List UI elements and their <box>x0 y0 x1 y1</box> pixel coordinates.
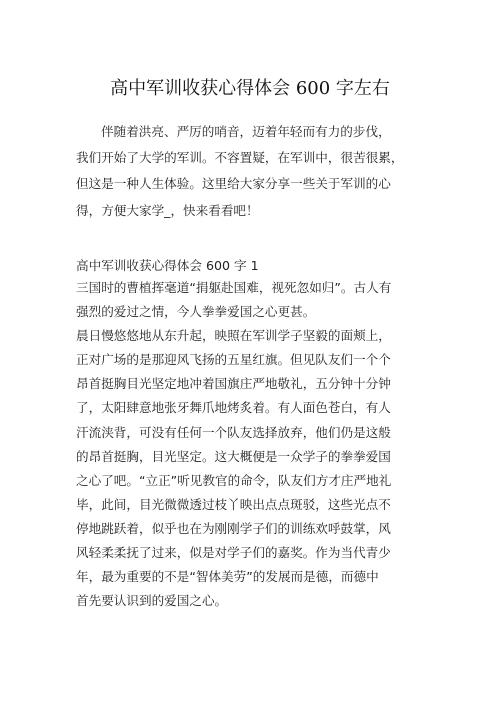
content-line: 昂首挺胸目光坚定地冲着国旗庄严地敬礼，五分钟十分钟 <box>76 376 391 392</box>
content-line: 汗流浃背，可没有任何一个队友选择放弃，他们仍是这般 <box>76 424 391 440</box>
content-line: 年，最为重要的不是“智体美劳”的发展而是德，而德中 <box>76 569 379 585</box>
document-title: 高中军训收获心得体会 600 字左右 <box>110 78 390 99</box>
section-title: 高中军训收获心得体会 600 字 1 <box>76 258 259 273</box>
intro-line: 我们开始了大学的军训。不容置疑，在军训中，很苦很累， <box>76 150 404 166</box>
content-line: 首先要认识到的爱国之心。 <box>76 593 228 609</box>
intro-line: 得，方便大家学_，快来看看吧！ <box>76 202 259 218</box>
content-line: 停地跳跃着，似乎也在为刚刚学子们的训练欢呼鼓掌，风 <box>76 520 391 536</box>
content-line: 了，太阳肆意地张牙舞爪地烤炙着。有人面色苍白，有人 <box>76 400 391 416</box>
content-line: 晨日慢悠悠地从东升起，映照在军训学子坚毅的面颊上， <box>76 328 391 344</box>
intro-paragraph <box>76 121 428 226</box>
content-line: 毕，此间，目光微微透过枝丫映出点点斑驳，这些光点不 <box>76 496 391 512</box>
content-line: 之心了吧。“立正”听见教官的命令，队友们方才庄严地礼 <box>76 472 392 488</box>
intro-line: 伴随着洪亮、严厉的哨音，迈着年轻而有力的步伐， <box>101 124 391 139</box>
intro-line: 但这是一种人生体验。这里给大家分享一些关于军训的心 <box>76 176 391 192</box>
content-line: 强烈的爱过之情，今人拳拳爱国之心更甚。 <box>76 304 316 320</box>
content-line: 三国时的曹植挥毫道“捐躯赴国难，视死忽如归”。古人有 <box>76 280 392 295</box>
content-line: 风轻柔柔抚了过来，似是对学子们的嘉奖。作为当代青少 <box>76 545 391 561</box>
content-paragraph <box>76 277 428 614</box>
content-line: 正对广场的是那迎风飞扬的五星红旗。但见队友们一个个 <box>76 352 391 368</box>
content-line: 的昂首挺胸，目光坚定。这大概便是一众学子的拳拳爱国 <box>76 448 391 464</box>
